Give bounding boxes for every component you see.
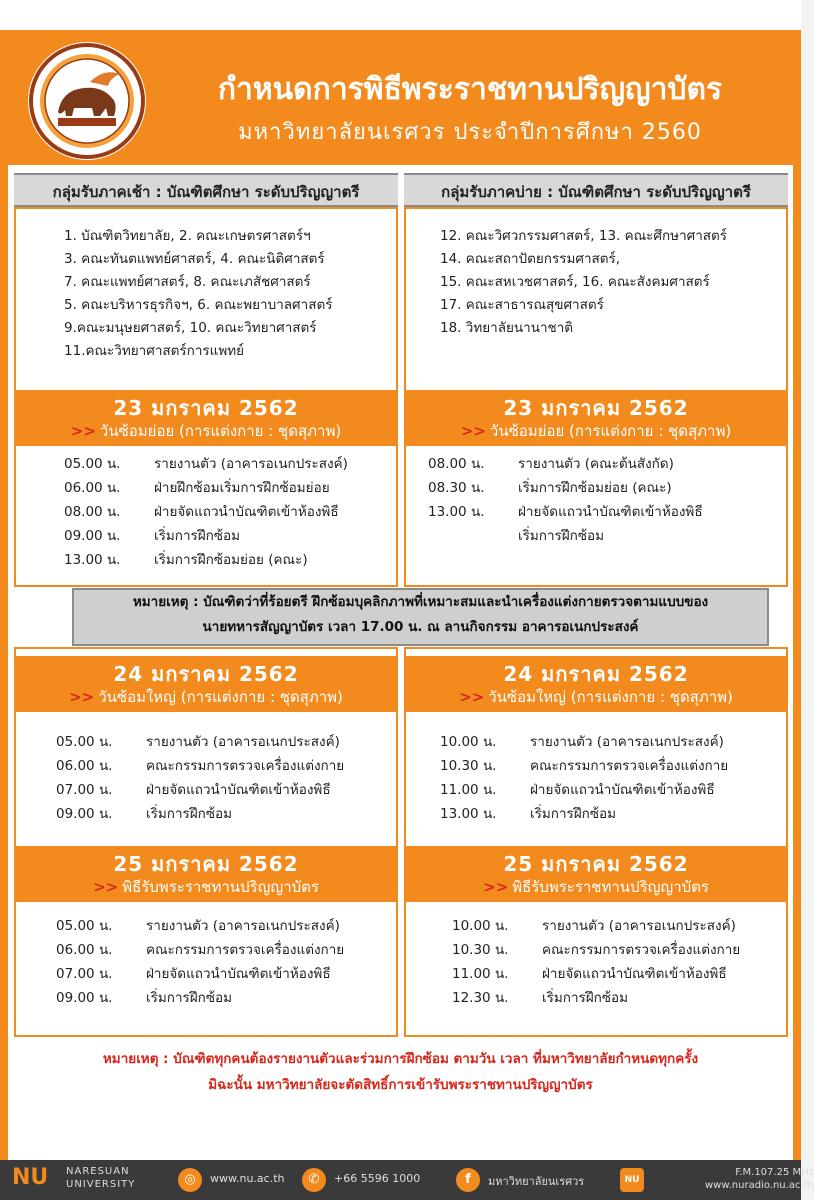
list-item: 3. คณะทันตแพทย์ศาสตร์, 4. คณะนิติศาสตร์ bbox=[64, 251, 325, 267]
university-seal bbox=[28, 42, 146, 160]
footer-bar bbox=[0, 1160, 814, 1200]
day-date: 24 มกราคม 2562 bbox=[503, 662, 689, 686]
schedule-time: 08.00 น. bbox=[64, 504, 121, 520]
schedule-time: 08.00 น. bbox=[428, 456, 485, 472]
schedule-desc: เริ่มการฝึกซ้อม bbox=[146, 806, 233, 822]
note-line: หมายเหตุ : บัณฑิตว่าที่ร้อยตรี ฝึกซ้อมบุคลิกภาพที่เหมาะสมและนำเครื่องแต่งกายตรวจตามแบบของ bbox=[132, 594, 709, 610]
website-link[interactable]: www.nu.ac.th bbox=[210, 1172, 285, 1185]
schedule-desc: เริ่มการฝึกซ้อม bbox=[518, 528, 605, 544]
day-date: 23 มกราคม 2562 bbox=[503, 396, 689, 420]
schedule-time: 06.00 น. bbox=[64, 480, 121, 496]
schedule-time: 13.00 น. bbox=[64, 552, 121, 568]
left-day1-band bbox=[14, 390, 398, 446]
schedule-desc: ฝ่ายจัดแถวนำบัณฑิตเข้าห้องพิธี bbox=[542, 966, 727, 982]
nu-radio-icon: NU bbox=[620, 1168, 644, 1192]
attendance-remark bbox=[20, 1046, 781, 1098]
schedule-desc: เริ่มการฝึกซ้อมย่อย (คณะ) bbox=[518, 480, 672, 496]
note-line: นายทหารสัญญาบัตร เวลา 17.00 น. ณ ลานกิจกรรม อาคารอเนกประสงค์ bbox=[202, 619, 639, 635]
university-name-line: UNIVERSITY bbox=[66, 1179, 136, 1190]
phone-number[interactable]: +66 5596 1000 bbox=[334, 1172, 421, 1185]
left-day2-band bbox=[14, 656, 398, 712]
schedule-desc: รายงานตัว (อาคารอเนกประสงค์) bbox=[146, 918, 340, 934]
right-day1-band bbox=[404, 390, 788, 446]
schedule-time: 12.30 น. bbox=[452, 990, 509, 1006]
left-faculty-list bbox=[64, 225, 332, 363]
schedule-time: 11.00 น. bbox=[440, 782, 497, 798]
schedule-desc: ฝ่ายจัดแถวนำบัณฑิตเข้าห้องพิธี bbox=[146, 782, 331, 798]
double-arrow-icon: >> bbox=[70, 422, 96, 440]
schedule-desc: เริ่มการฝึกซ้อมย่อย (คณะ) bbox=[154, 552, 308, 568]
day-date: 25 มกราคม 2562 bbox=[503, 852, 689, 876]
day-subtitle-text: วันซ้อมย่อย (การแต่งกาย : ชุดสุภาพ) bbox=[489, 422, 732, 440]
globe-icon: ◎ bbox=[178, 1168, 202, 1192]
university-name bbox=[66, 1165, 135, 1191]
list-item: 9.คณะมนุษยศาสตร์, 10. คณะวิทยาศาสตร์ bbox=[64, 320, 317, 336]
day-subtitle bbox=[404, 875, 788, 899]
schedule-time: 13.00 น. bbox=[440, 806, 497, 822]
right-faculty-list bbox=[440, 225, 727, 340]
double-arrow-icon: >> bbox=[460, 422, 486, 440]
schedule-desc: รายงานตัว (คณะต้นสังกัด) bbox=[518, 456, 674, 472]
list-item: 17. คณะสาธารณสุขศาสตร์ bbox=[440, 297, 604, 313]
double-arrow-icon: >> bbox=[93, 878, 119, 896]
remark-line: หมายเหตุ : บัณฑิตทุกคนต้องรายงานตัวและร่วมการฝึกซ้อม ตามวัน เวลา ที่มหาวิทยาลัยกำหนดทุกครั้ง bbox=[102, 1051, 699, 1067]
schedule-desc: ฝ่ายฝึกซ้อมเริ่มการฝึกซ้อมย่อย bbox=[154, 480, 330, 496]
schedule-time: 11.00 น. bbox=[452, 966, 509, 982]
radio-info bbox=[705, 1166, 814, 1192]
schedule-time: 09.00 น. bbox=[56, 990, 113, 1006]
schedule-desc: รายงานตัว (อาคารอเนกประสงค์) bbox=[542, 918, 736, 934]
right-column-heading: กลุ่มรับภาคบ่าย : บัณฑิตศึกษา ระดับปริญญาตรี bbox=[404, 173, 788, 207]
schedule-desc: เริ่มการฝึกซ้อม bbox=[154, 528, 241, 544]
schedule-time: 05.00 น. bbox=[64, 456, 121, 472]
day-subtitle bbox=[404, 419, 788, 443]
schedule-time: 09.00 น. bbox=[64, 528, 121, 544]
list-item: 1. บัณฑิตวิทยาลัย, 2. คณะเกษตรศาสตร์ฯ bbox=[64, 228, 311, 244]
schedule-time: 05.00 น. bbox=[56, 918, 113, 934]
schedule-time: 10.00 น. bbox=[440, 734, 497, 750]
day-subtitle bbox=[404, 685, 788, 709]
list-item: 12. คณะวิศวกรรมศาสตร์, 13. คณะศึกษาศาสตร์ bbox=[440, 228, 728, 244]
schedule-time: 09.00 น. bbox=[56, 806, 113, 822]
schedule-time: 05.00 น. bbox=[56, 734, 113, 750]
left-column-heading: กลุ่มรับภาคเช้า : บัณฑิตศึกษา ระดับปริญญาตรี bbox=[14, 173, 398, 207]
schedule-time: 13.00 น. bbox=[428, 504, 485, 520]
schedule-desc: เริ่มการฝึกซ้อม bbox=[146, 990, 233, 1006]
day-subtitle bbox=[14, 875, 398, 899]
schedule-time: 08.30 น. bbox=[428, 480, 485, 496]
schedule-time: 06.00 น. bbox=[56, 758, 113, 774]
university-name-line: NARESUAN bbox=[66, 1166, 130, 1177]
left-day3-band bbox=[14, 846, 398, 902]
right-day3-band bbox=[404, 846, 788, 902]
page-subtitle: มหาวิทยาลัยนเรศวร ประจำปีการศึกษา 2560 bbox=[238, 120, 702, 145]
day-subtitle bbox=[14, 685, 398, 709]
day-subtitle-text: พิธีรับพระราชทานปริญญาบัตร bbox=[122, 878, 319, 896]
day-subtitle bbox=[14, 419, 398, 443]
facebook-page[interactable]: มหาวิทยาลัยนเรศวร bbox=[488, 1175, 585, 1188]
nu-logo: NU bbox=[12, 1165, 49, 1190]
schedule-desc: ฝ่ายจัดแถวนำบัณฑิตเข้าห้องพิธี bbox=[530, 782, 715, 798]
remark-line: มิฉะนั้น มหาวิทยาลัยจะตัดสิทธิ์การเข้ารับพระราชทานปริญญาบัตร bbox=[208, 1077, 593, 1093]
list-item: 18. วิทยาลัยนานาชาติ bbox=[440, 320, 574, 336]
list-item: 14. คณะสถาปัตยกรรมศาสตร์, bbox=[440, 251, 621, 267]
facebook-icon: f bbox=[456, 1168, 480, 1192]
top-margin bbox=[0, 0, 801, 30]
schedule-time: 10.00 น. bbox=[452, 918, 509, 934]
day-date: 23 มกราคม 2562 bbox=[113, 396, 299, 420]
list-item: 11.คณะวิทยาศาสตร์การแพทย์ bbox=[64, 343, 245, 359]
schedule-desc: ฝ่ายจัดแถวนำบัณฑิตเข้าห้องพิธี bbox=[146, 966, 331, 982]
schedule-desc: คณะกรรมการตรวจเครื่องแต่งกาย bbox=[146, 758, 345, 774]
schedule-desc: รายงานตัว (อาคารอเนกประสงค์) bbox=[154, 456, 348, 472]
schedule-desc: เริ่มการฝึกซ้อม bbox=[542, 990, 629, 1006]
phone-icon: ✆ bbox=[302, 1168, 326, 1192]
schedule-time: 07.00 น. bbox=[56, 782, 113, 798]
officer-note bbox=[72, 588, 769, 646]
double-arrow-icon: >> bbox=[69, 688, 95, 706]
radio-frequency: F.M.107.25 MHz bbox=[735, 1167, 814, 1178]
day-subtitle-text: วันซ้อมใหญ่ (การแต่งกาย : ชุดสุภาพ) bbox=[98, 688, 343, 706]
double-arrow-icon: >> bbox=[483, 878, 509, 896]
schedule-desc: ฝ่ายจัดแถวนำบัณฑิตเข้าห้องพิธี bbox=[154, 504, 339, 520]
schedule-time: 10.30 น. bbox=[440, 758, 497, 774]
radio-website[interactable]: www.nuradio.nu.ac.th bbox=[705, 1180, 814, 1191]
day-date: 24 มกราคม 2562 bbox=[113, 662, 299, 686]
list-item: 5. คณะบริหารธุรกิจฯ, 6. คณะพยาบาลศาสตร์ bbox=[64, 297, 333, 313]
page-title: กำหนดการพิธีพระราชทานปริญญาบัตร bbox=[217, 72, 723, 107]
schedule-desc: คณะกรรมการตรวจเครื่องแต่งกาย bbox=[146, 942, 345, 958]
schedule-desc: คณะกรรมการตรวจเครื่องแต่งกาย bbox=[542, 942, 741, 958]
schedule-desc: เริ่มการฝึกซ้อม bbox=[530, 806, 617, 822]
schedule-desc: รายงานตัว (อาคารอเนกประสงค์) bbox=[146, 734, 340, 750]
schedule-desc: ฝ่ายจัดแถวนำบัณฑิตเข้าห้องพิธี bbox=[518, 504, 703, 520]
schedule-desc: รายงานตัว (อาคารอเนกประสงค์) bbox=[530, 734, 724, 750]
day-subtitle-text: วันซ้อมใหญ่ (การแต่งกาย : ชุดสุภาพ) bbox=[488, 688, 733, 706]
schedule-desc: คณะกรรมการตรวจเครื่องแต่งกาย bbox=[530, 758, 729, 774]
day-subtitle-text: วันซ้อมย่อย (การแต่งกาย : ชุดสุภาพ) bbox=[99, 422, 342, 440]
right-day2-band bbox=[404, 656, 788, 712]
schedule-time: 06.00 น. bbox=[56, 942, 113, 958]
list-item: 7. คณะแพทย์ศาสตร์, 8. คณะเภสัชศาสตร์ bbox=[64, 274, 311, 290]
double-arrow-icon: >> bbox=[459, 688, 485, 706]
list-item: 15. คณะสหเวชศาสตร์, 16. คณะสังคมศาสตร์ bbox=[440, 274, 710, 290]
schedule-time: 07.00 น. bbox=[56, 966, 113, 982]
schedule-time: 10.30 น. bbox=[452, 942, 509, 958]
day-date: 25 มกราคม 2562 bbox=[113, 852, 299, 876]
day-subtitle-text: พิธีรับพระราชทานปริญญาบัตร bbox=[512, 878, 709, 896]
elephant-seal-icon bbox=[28, 42, 146, 160]
